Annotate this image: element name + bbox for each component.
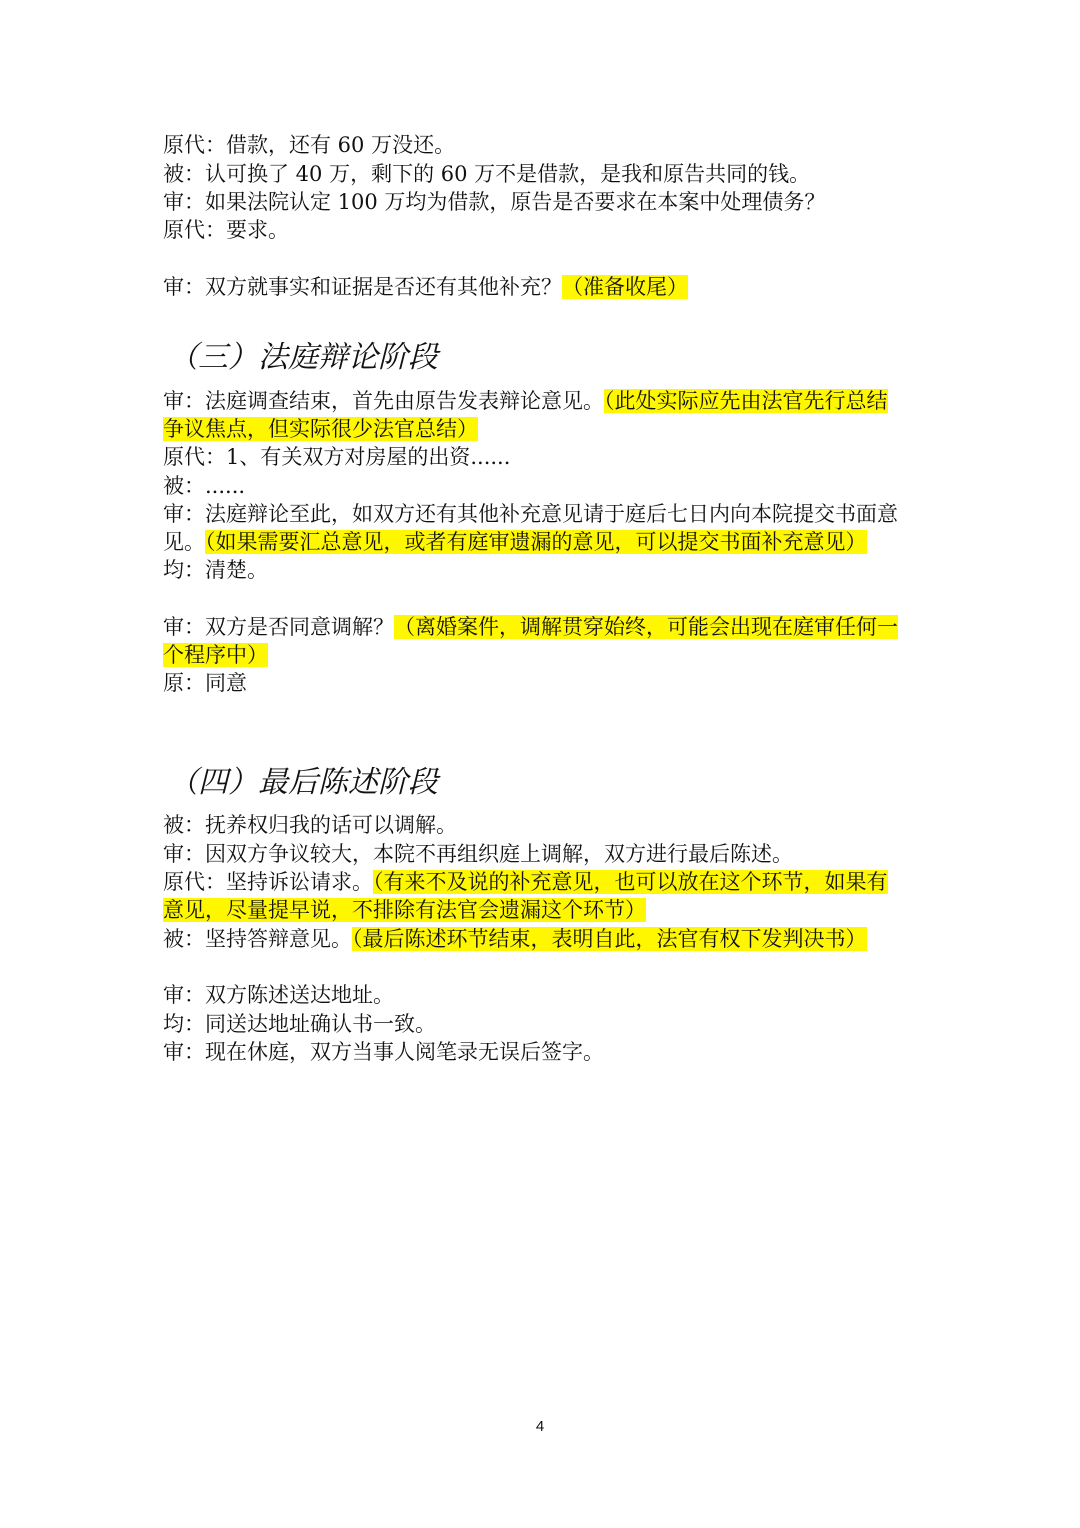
line-text: 见。 [163,530,205,554]
transcript-line [163,216,923,245]
transcript-line [163,613,923,642]
transcript-line [163,840,923,869]
transcript-line [163,556,923,585]
highlighted-annotation: （有来不及说的补充意见，也可以放在这个环节，如果有 [373,870,888,894]
transcript-line [163,1038,923,1067]
line-text: 审：如果法院认定 100 万均为借款，原告是否要求在本案中处理债务？ [163,190,826,214]
line-text: 审：现在休庭，双方当事人阅笔录无误后签字。 [163,1040,604,1064]
line-text: 原代：坚持诉讼请求。 [163,870,373,894]
transcript-line [163,641,923,670]
highlighted-annotation: （离婚案件，调解贯穿始终，可能会出现在庭审任何一 [394,615,898,639]
highlighted-annotation: 意见，尽量提早说，不排除有法官会遗漏这个环节） [163,898,646,922]
transcript-line [163,896,923,925]
line-text: 审：双方是否同意调解？ [163,615,394,639]
line-text: 审：双方陈述送达地址。 [163,983,394,1007]
line-text: 审：法庭辩论至此，如双方还有其他补充意见请于庭后七日内向本院提交书面意 [163,502,898,526]
highlighted-annotation: （此处实际应先由法官先行总结 [604,389,888,413]
line-text: 被：认可换了 40 万，剩下的 60 万不是借款，是我和原告共同的钱。 [163,162,811,186]
line-text: 被：...... [163,474,246,498]
transcript-line [163,500,923,529]
line-text: 原代：借款，还有 60 万没还。 [163,133,456,157]
transcript-line [163,669,923,698]
transcript-line [163,387,923,416]
transcript-line [163,131,923,160]
highlighted-annotation: （最后陈述环节结束，表明自此，法官有权下发判决书） [352,927,867,951]
transcript-line [163,273,923,302]
line-text: 原：同意 [163,671,247,695]
transcript-line [163,1010,923,1039]
line-text: 审：因双方争议较大，本院不再组织庭上调解，双方进行最后陈述。 [163,842,793,866]
highlighted-annotation: （准备收尾） [562,275,688,299]
highlighted-annotation: 个程序中） [163,643,268,667]
transcript-line [163,811,923,840]
section-heading: （四）最后陈述阶段 [168,765,438,800]
highlighted-annotation: 争议焦点，但实际很少法官总结） [163,417,478,441]
transcript-line [163,188,923,217]
transcript-line [163,981,923,1010]
line-text: 审：双方就事实和证据是否还有其他补充？ [163,275,562,299]
line-text: 被：抚养权归我的话可以调解。 [163,813,457,837]
transcript-line [163,160,923,189]
line-text: 均：清楚。 [163,558,268,582]
transcript-line [163,868,923,897]
line-text: 被：坚持答辩意见。 [163,927,352,951]
line-text: 原代：要求。 [163,218,289,242]
transcript-line [163,443,923,472]
page-number: 4 [535,1418,545,1435]
transcript-line [163,472,923,501]
section-heading: （三）法庭辩论阶段 [168,340,438,375]
highlighted-annotation: （如果需要汇总意见，或者有庭审遗漏的意见，可以提交书面补充意见） [205,530,867,554]
line-text: 审：法庭调查结束，首先由原告发表辩论意见。 [163,389,604,413]
line-text: 均：同送达地址确认书一致。 [163,1012,436,1036]
transcript-line [163,415,923,444]
transcript-line [163,925,923,954]
transcript-line [163,528,923,557]
line-text: 原代：1、有关双方对房屋的出资...... [163,445,511,469]
